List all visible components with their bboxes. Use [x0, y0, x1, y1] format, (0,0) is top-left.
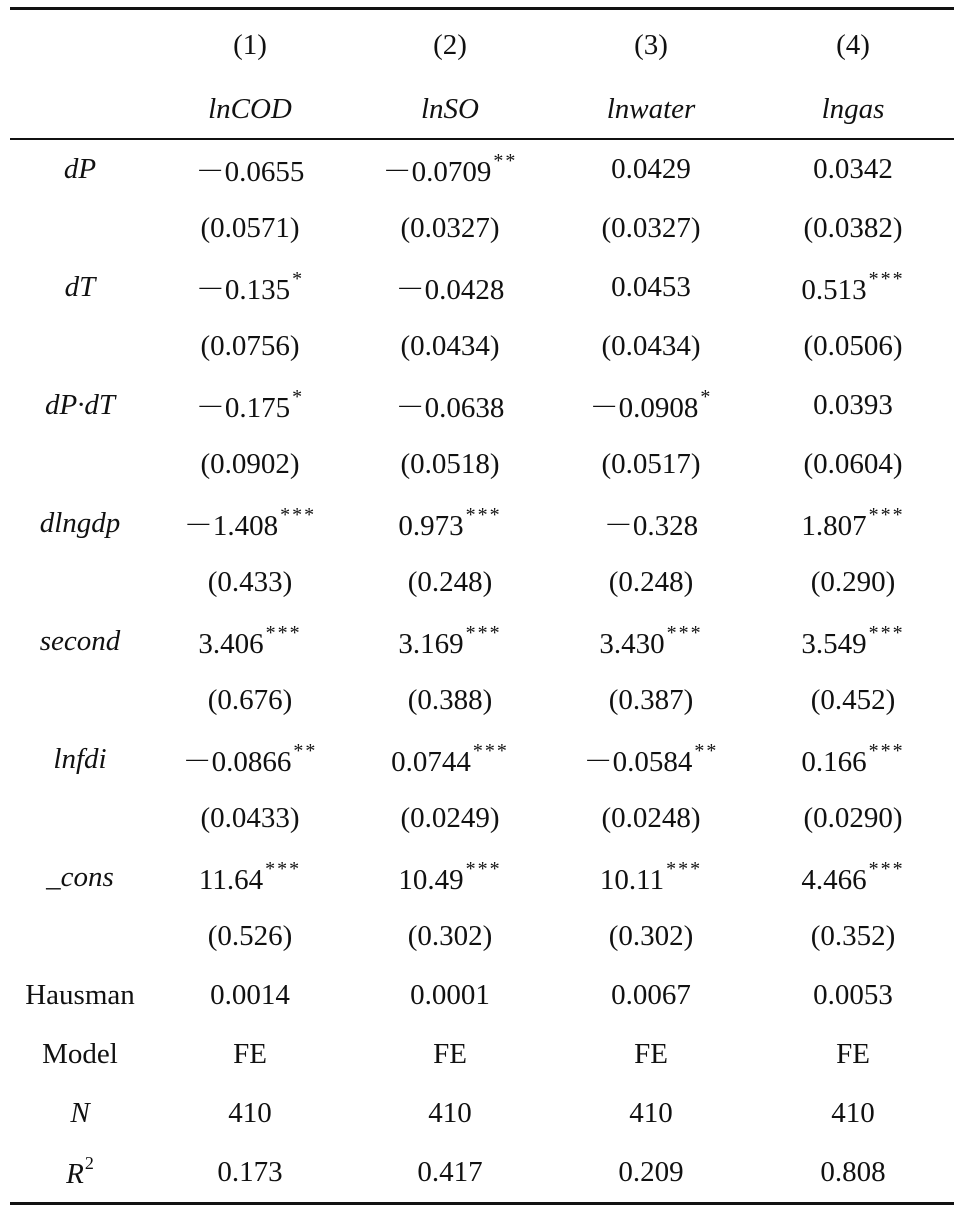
- table-cell: [550, 920, 752, 953]
- table-cell: [350, 1097, 550, 1130]
- cell-value: (0.0517): [601, 447, 701, 480]
- significance-stars: ***: [465, 621, 502, 644]
- table-cell: [752, 566, 954, 599]
- table-cell: [752, 684, 954, 717]
- table-cell: [550, 979, 752, 1012]
- table-row: [10, 1084, 954, 1143]
- table-cell: [350, 1156, 550, 1189]
- table-cell: [550, 271, 752, 304]
- table-cell: [150, 503, 350, 544]
- cell-value: 0.973: [398, 509, 464, 542]
- table-cell: [350, 149, 550, 190]
- header-row-dependent-variables: [10, 80, 954, 138]
- cell-value: 0.0453: [611, 270, 691, 303]
- table-cell: [550, 739, 752, 780]
- cell-value: 0.0014: [210, 978, 290, 1011]
- column-number-3: (3): [634, 28, 668, 61]
- table-row-r-squared: [10, 1143, 954, 1202]
- cell-value: (0.0571): [200, 211, 300, 244]
- regression-table: [10, 7, 954, 1205]
- table-cell: [150, 385, 350, 426]
- table-cell: [550, 1038, 752, 1071]
- cell-value: (0.302): [608, 919, 694, 952]
- cell-value: (0.302): [407, 919, 493, 952]
- cell-value: －0.0638: [395, 391, 505, 424]
- cell-value: 3.169: [398, 627, 464, 660]
- table-cell: [550, 622, 752, 661]
- table-cell: [550, 566, 752, 599]
- significance-stars: *: [292, 267, 305, 290]
- cell-value: (0.0248): [601, 801, 701, 834]
- table-row: [10, 966, 954, 1025]
- cell-value: (0.352): [810, 919, 896, 952]
- table-cell: [752, 389, 954, 422]
- table-cell: [752, 268, 954, 307]
- cell-value: 0.166: [801, 745, 867, 778]
- cell-value: (0.526): [207, 919, 293, 952]
- table-cell: [752, 802, 954, 835]
- table-cell: [752, 979, 954, 1012]
- table-cell: [350, 979, 550, 1012]
- significance-stars: *: [292, 385, 305, 408]
- cell-value: (0.0290): [803, 801, 903, 834]
- table-cell: [752, 1097, 954, 1130]
- table-cell: [350, 858, 550, 897]
- table-cell: [150, 684, 350, 717]
- table-row: [10, 435, 954, 494]
- table-row: [10, 376, 954, 435]
- cell-value: 410: [428, 1096, 472, 1129]
- table-cell: [150, 979, 350, 1012]
- significance-stars: ***: [868, 621, 905, 644]
- table-cell: [550, 330, 752, 363]
- cell-value: －0.0428: [395, 273, 505, 306]
- table-cell: [350, 448, 550, 481]
- cell-value: (0.248): [407, 565, 493, 598]
- table-cell: [350, 385, 550, 426]
- table-cell: [550, 448, 752, 481]
- cell-value: －0.135: [195, 273, 291, 306]
- cell-value: (0.0434): [400, 329, 500, 362]
- cell-value: (0.248): [608, 565, 694, 598]
- table-cell: [150, 267, 350, 308]
- table-cell: [752, 858, 954, 897]
- table-cell: [150, 739, 350, 780]
- row-label: Hausman: [25, 978, 135, 1011]
- table-cell: [752, 153, 954, 186]
- r2-superscript: 2: [84, 1153, 94, 1173]
- table-cell: [150, 1097, 350, 1130]
- cell-value: (0.0604): [803, 447, 903, 480]
- significance-stars: ***: [280, 503, 317, 526]
- table-cell: [752, 1156, 954, 1189]
- cell-value: －0.328: [603, 509, 699, 542]
- table-cell: [350, 212, 550, 245]
- cell-value: (0.290): [810, 565, 896, 598]
- row-label: dlngdp: [39, 506, 121, 539]
- significance-stars: ***: [465, 503, 502, 526]
- cell-value: 0.209: [618, 1155, 684, 1188]
- significance-stars: ***: [666, 621, 703, 644]
- cell-value: (0.433): [207, 565, 293, 598]
- significance-stars: ***: [868, 739, 905, 762]
- table-row: [10, 730, 954, 789]
- table-cell: [350, 1038, 550, 1071]
- table-cell: [350, 267, 550, 308]
- row-label: second: [39, 624, 121, 657]
- cell-value: 1.807: [801, 509, 867, 542]
- cell-value: (0.387): [608, 683, 694, 716]
- table-row: [10, 671, 954, 730]
- table-cell: [150, 1156, 350, 1189]
- table-cell: [150, 858, 350, 897]
- cell-value: (0.0382): [803, 211, 903, 244]
- cell-value: －0.0655: [195, 155, 305, 188]
- table-body: [10, 140, 954, 1143]
- cell-value: (0.0249): [400, 801, 500, 834]
- table-cell: [350, 684, 550, 717]
- table-row: [10, 199, 954, 258]
- cell-value: 4.466: [801, 863, 867, 896]
- table-cell: [350, 740, 550, 779]
- table-row: [10, 789, 954, 848]
- significance-stars: ***: [868, 267, 905, 290]
- table-cell: [150, 920, 350, 953]
- row-label: _cons: [46, 860, 114, 893]
- cell-value: (0.0756): [200, 329, 300, 362]
- table-cell: [350, 504, 550, 543]
- r2-label: R: [66, 1158, 84, 1190]
- cell-value: (0.0434): [601, 329, 701, 362]
- table-cell: [550, 1156, 752, 1189]
- cell-value: 0.808: [820, 1155, 886, 1188]
- table-row: [10, 907, 954, 966]
- cell-value: (0.388): [407, 683, 493, 716]
- table-cell: [350, 622, 550, 661]
- cell-value: FE: [836, 1037, 870, 1070]
- table-row: [10, 1025, 954, 1084]
- cell-value: 3.549: [801, 627, 867, 660]
- table-cell: [752, 448, 954, 481]
- cell-value: －0.175: [195, 391, 291, 424]
- significance-stars: ***: [465, 857, 502, 880]
- cell-value: 10.11: [599, 863, 665, 896]
- cell-value: 410: [831, 1096, 875, 1129]
- cell-value: FE: [233, 1037, 267, 1070]
- column-number-2: (2): [433, 28, 467, 61]
- table-cell: [350, 566, 550, 599]
- table-cell: [752, 504, 954, 543]
- cell-value: 0.0429: [611, 152, 691, 185]
- table-cell: [150, 330, 350, 363]
- significance-stars: **: [493, 149, 518, 172]
- cell-value: (0.0433): [200, 801, 300, 834]
- significance-stars: ***: [666, 857, 703, 880]
- cell-value: (0.0506): [803, 329, 903, 362]
- cell-value: (0.676): [207, 683, 293, 716]
- cell-value: (0.0518): [400, 447, 500, 480]
- cell-value: 0.0001: [410, 978, 490, 1011]
- cell-value: (0.0327): [601, 211, 701, 244]
- cell-value: 410: [228, 1096, 272, 1129]
- table-row: [10, 553, 954, 612]
- table-cell: [150, 212, 350, 245]
- column-number-1: (1): [233, 28, 267, 61]
- table-cell: [150, 448, 350, 481]
- table-cell: [550, 858, 752, 897]
- table-cell: [550, 153, 752, 186]
- cell-value: (0.0902): [200, 447, 300, 480]
- cell-value: 10.49: [398, 863, 464, 896]
- depvar-1: lnCOD: [208, 92, 292, 125]
- table-cell: [150, 1038, 350, 1071]
- cell-value: 0.0053: [813, 978, 893, 1011]
- table-cell: [350, 802, 550, 835]
- table-row: [10, 317, 954, 376]
- table-row: [10, 258, 954, 317]
- cell-value: －0.0584: [583, 745, 693, 778]
- cell-value: 3.406: [198, 627, 264, 660]
- row-label: lnfdi: [53, 742, 107, 775]
- cell-value: (0.0327): [400, 211, 500, 244]
- cell-value: －1.408: [183, 509, 279, 542]
- header-row-column-numbers: [10, 10, 954, 80]
- table-cell: [752, 212, 954, 245]
- table-cell: [550, 503, 752, 544]
- cell-value: 0.173: [217, 1155, 283, 1188]
- table-row: [10, 612, 954, 671]
- cell-value: 0.513: [801, 273, 867, 306]
- table-cell: [550, 684, 752, 717]
- significance-stars: ***: [868, 503, 905, 526]
- table-cell: [752, 1038, 954, 1071]
- table-bottom-rule: [10, 1202, 954, 1205]
- table-cell: [550, 802, 752, 835]
- significance-stars: **: [293, 739, 318, 762]
- cell-value: 0.417: [417, 1155, 483, 1188]
- cell-value: 410: [629, 1096, 673, 1129]
- significance-stars: ***: [472, 739, 509, 762]
- depvar-4: lngas: [821, 92, 885, 125]
- table-cell: [150, 566, 350, 599]
- row-label: Model: [42, 1037, 118, 1070]
- table-cell: [150, 802, 350, 835]
- cell-value: －0.0908: [589, 391, 699, 424]
- cell-value: FE: [634, 1037, 668, 1070]
- table-cell: [550, 385, 752, 426]
- row-label: [10, 1153, 150, 1191]
- table-row: [10, 848, 954, 907]
- row-label: dP: [63, 152, 97, 185]
- cell-value: 0.0393: [813, 388, 893, 421]
- row-label: dP·dT: [44, 388, 116, 421]
- table-cell: [350, 330, 550, 363]
- table-cell: [150, 622, 350, 661]
- cell-value: －0.0709: [382, 155, 492, 188]
- table-cell: [752, 622, 954, 661]
- cell-value: FE: [433, 1037, 467, 1070]
- table-cell: [550, 1097, 752, 1130]
- table-row: [10, 494, 954, 553]
- cell-value: 11.64: [198, 863, 264, 896]
- significance-stars: ***: [868, 857, 905, 880]
- cell-value: 0.0067: [611, 978, 691, 1011]
- row-label: N: [70, 1096, 90, 1129]
- table-cell: [752, 740, 954, 779]
- significance-stars: **: [694, 739, 719, 762]
- significance-stars: ***: [265, 857, 302, 880]
- table-cell: [550, 212, 752, 245]
- column-number-4: (4): [836, 28, 870, 61]
- cell-value: (0.452): [810, 683, 896, 716]
- table-cell: [150, 149, 350, 190]
- table-cell: [752, 920, 954, 953]
- significance-stars: *: [700, 385, 713, 408]
- table-row: [10, 140, 954, 199]
- depvar-2: lnSO: [421, 92, 479, 125]
- depvar-3: lnwater: [606, 92, 696, 125]
- significance-stars: ***: [265, 621, 302, 644]
- table-cell: [752, 330, 954, 363]
- table-cell: [350, 920, 550, 953]
- row-label: dT: [64, 270, 96, 303]
- cell-value: 3.430: [599, 627, 665, 660]
- cell-value: 0.0744: [391, 745, 471, 778]
- cell-value: 0.0342: [813, 152, 893, 185]
- cell-value: －0.0866: [182, 745, 292, 778]
